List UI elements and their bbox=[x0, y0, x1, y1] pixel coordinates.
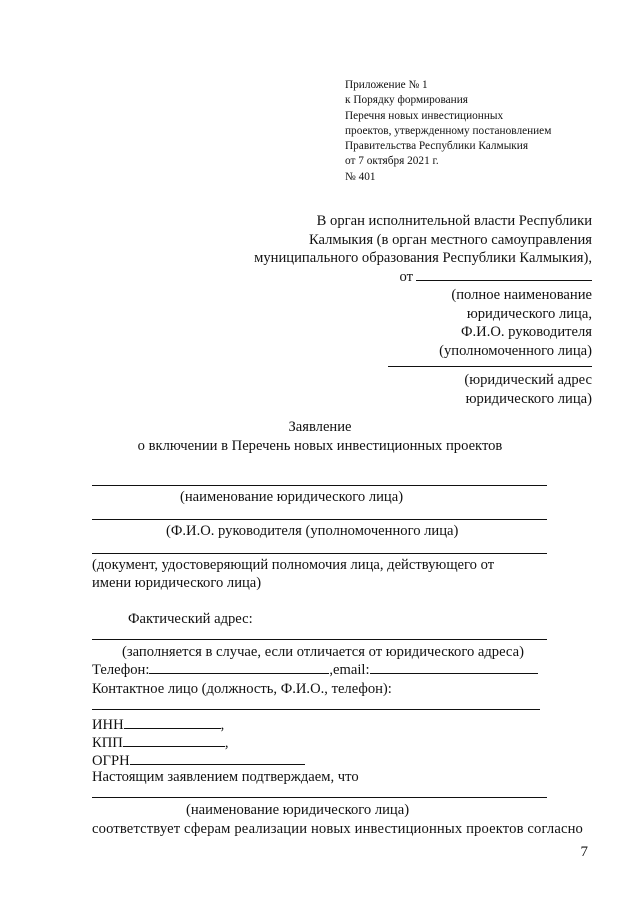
kpp-suffix: , bbox=[224, 735, 229, 751]
actual-address-blank-line[interactable] bbox=[92, 639, 547, 640]
actual-address-label: Фактический адрес: bbox=[128, 611, 253, 627]
appendix-line: Приложение № 1 bbox=[345, 79, 428, 91]
contact-person-blank-line[interactable] bbox=[92, 709, 540, 710]
confirm-blank-line[interactable] bbox=[92, 797, 547, 798]
kpp-field[interactable] bbox=[123, 734, 225, 747]
appendix-line: к Порядку формирования bbox=[345, 94, 468, 107]
addressee-line: муниципального образования Республики Калмыкия), bbox=[254, 250, 592, 266]
from-row bbox=[254, 268, 592, 287]
inn-label: ИНН bbox=[92, 717, 124, 733]
document-hint: (документ, удостоверяющий полномочия лица, действующего от bbox=[92, 557, 495, 573]
contact-row bbox=[92, 661, 538, 679]
address-hint-line: юридического лица) bbox=[465, 390, 592, 407]
contact-person-label: Контактное лицо (должность, Ф.И.О., телефон): bbox=[92, 681, 392, 697]
appendix-line: проектов, утвержденному постановлением bbox=[345, 124, 552, 137]
document-subtitle: о включении в Перечень новых инвестиционных проектов bbox=[137, 438, 503, 454]
kpp-label: КПП bbox=[92, 735, 123, 751]
inn-field[interactable] bbox=[124, 716, 221, 729]
addressee-line: В орган исполнительной власти Республики bbox=[316, 213, 592, 229]
email-field[interactable] bbox=[370, 661, 538, 674]
director-hint: (Ф.И.О. руководителя (уполномоченного лица) bbox=[166, 523, 459, 539]
inn-suffix: , bbox=[220, 717, 225, 733]
from-hint-block bbox=[439, 286, 592, 360]
director-blank-line[interactable] bbox=[92, 519, 547, 520]
ogrn-field[interactable] bbox=[130, 752, 305, 765]
ogrn-label: ОГРН bbox=[92, 753, 130, 769]
from-hint-line: (полное наименование bbox=[451, 287, 592, 303]
from-blank-line[interactable] bbox=[416, 268, 592, 281]
confirm-text: Настоящим заявлением подтверждаем, что bbox=[92, 769, 359, 785]
appendix-line: от 7 октября 2021 г. bbox=[345, 155, 439, 168]
conformity-text: соответствует сферам реализации новых инвестиционных проектов согласно bbox=[92, 821, 583, 837]
email-label: ,email: bbox=[329, 662, 370, 678]
inn-row bbox=[92, 716, 224, 734]
addressee-line: Калмыкия (в орган местного самоуправления bbox=[308, 231, 592, 248]
document-hint: имени юридического лица) bbox=[92, 575, 262, 591]
appendix-block bbox=[345, 78, 551, 185]
actual-address-hint: (заполняется в случае, если отличается от юридического адреса) bbox=[122, 644, 524, 660]
phone-field[interactable] bbox=[149, 661, 329, 674]
from-hint-line: (уполномоченного лица) bbox=[439, 342, 592, 359]
addressee-block bbox=[254, 212, 592, 286]
from-hint-line: юридического лица, bbox=[466, 305, 592, 322]
legal-entity-hint: (наименование юридического лица) bbox=[180, 489, 404, 505]
legal-entity-blank-line[interactable] bbox=[92, 485, 547, 486]
address-blank-line[interactable] bbox=[388, 366, 592, 367]
kpp-row bbox=[92, 734, 228, 752]
document-blank-line[interactable] bbox=[92, 553, 547, 554]
from-label: от bbox=[399, 268, 413, 285]
phone-label: Телефон: bbox=[92, 662, 150, 678]
address-hint-line: (юридический адрес bbox=[464, 372, 592, 388]
appendix-line: Перечня новых инвестиционных bbox=[345, 109, 504, 122]
appendix-line: Правительства Республики Калмыкия bbox=[345, 140, 529, 153]
address-hint-block bbox=[464, 371, 592, 408]
page-number: 7 bbox=[580, 844, 588, 860]
from-hint-line: Ф.И.О. руководителя bbox=[460, 324, 592, 340]
appendix-line: № 401 bbox=[345, 170, 376, 183]
confirm-hint: (наименование юридического лица) bbox=[186, 802, 410, 818]
document-title: Заявление bbox=[288, 419, 352, 435]
